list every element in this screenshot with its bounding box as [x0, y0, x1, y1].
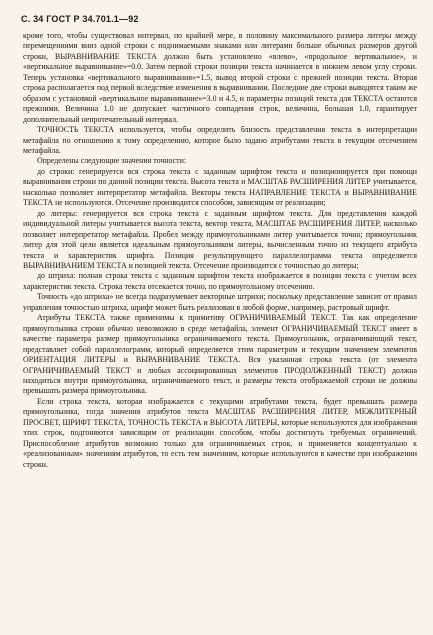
paragraph: до литеры: генерируется вся строка текста с заданным шрифтом текста. Для представления каждой индивидуальной литеры учитывается высота текста, вектор текста, МАСШТАБ РАСШИРЕНИЯ ЛИТЕР, насколько позволяет интерпретатор метафайла. Пробел между прямоугольниками литер учитывается точно; прямоугольник литер для этой цели является идеальным прямоугольником литеры, вычисленным точно из текущего атрибута текста и характеристик шрифта. Позиция результирующего параллелограмма текста определяется ВЫРАВНИВАНИЕМ ТЕКСТА и позицией текста. Отсечение производится с точностью до литеры;: [23, 208, 417, 270]
body-text: [23, 31, 417, 470]
paragraph: до штриха: полная строка текста с заданным шрифтом текста изображается в позиции текста с учетом всех характеристик текста. Строка текста отсекается точно, по прямоугольному отсечению.: [23, 271, 417, 291]
paragraph: Если строка текста, которая изображается с текущими атрибутами текста, будет превышать размера прямоугольника, тогда значения атрибутов текста МАСШТАБ РАСШИРЕНИЯ ЛИТЕР, МЕЖЛИТЕРНЫЙ ПРОСВЕТ, ШРИФТ ТЕКСТА, ТОЧНОСТЬ ТЕКСТА и ВЫСОТА ЛИТЕРЫ, которые используются для изображения этих строк, подгоняются зависящим от реализации способом, чтобы достигнуть требуемых ограничений. Приспособление атрибутов возможно только для ограничиваемых строк, и применяется концептуально к «реализованным» значениям атрибутов, то есть тем значениям, которые используются в качестве при изображении строки.: [23, 396, 417, 469]
paragraph: кроме того, чтобы существовал интервал, по крайней мере, в половину максимального размера литеры между перемещениями вниз одной строки с поднимаемыми знаками или литерами больше обычных размеров другой строки, ВЫРАВНИВАНИЕ ТЕКСТА должно быть установлено «влево», «продольное вертикальное», и «вертикальное выравнивание»=0.0. Затем первой строки позиции текста начинается в нижнем левом углу строки. Теперь установка «вертикального выравнивания»=1.5, вывод второй строки с прежней позиции текста. Вторая строка располагается под первой вследствие изменения в выравнивании. Последние две строки выводятся таким же образом с установкой «вертикальное выравнивание»=3.0 и 4.5, и параметры позиций текста для ТЕКСТА остаются прежними. Величина 1.0 не допускает частичного совпадения строк, величина, большая 1.0, гарантирует дополнительный непротечательный интервал.: [23, 31, 417, 124]
page-header: С. 34 ГОСТ Р 34.701.1—92: [21, 14, 139, 24]
paragraph: Точность «до штриха» не всегда подразумевает векторные штрихи; поскольку представление зависит от правил управления точностью штриха, шрифт может быть реализован в любой форме, например, растровый шрифт.: [23, 292, 417, 312]
paragraph: до строки: генерируется вся строка текста с заданным шрифтом текста и позиционируется при помощи выравнивания строки по данной позиции текста. Высота текста и МАСШТАБ РАСШИРЕНИЯ ЛИТЕР учитывается, насколько позволяет интерпретатор метафайла. Векторы текста НАПРАВЛЕНИЕ ТЕКСТА и ВЫРАВНИВАНИЕ ТЕКСТА не используются. Отсечение производится способом, зависящим от реализации;: [23, 166, 417, 208]
paragraph: Определены следующие значения точности:: [37, 156, 187, 166]
paragraph: Атрибуты ТЕКСТА также применимы к примитиву ОГРАНИЧИВАЕМЫЙ ТЕКСТ. Так как определение прямоугольника строки обычно невозможно в среде метафайла, элемент ОГРАНИЧИВАЕМЫЙ ТЕКСТ имеет в качестве параметра размер прямоугольника ограничиваемого текста. Прямоугольник, ограничивающий текст, представляет собой параллелограмм, который определяется этим параметром и текущим значением элементов ОРИЕНТАЦИЯ ЛИТЕРЫ и ВЫРАВНИВАНИЕ ТЕКСТА. Вся указанная строка текста (от элемента ОГРАНИЧИВАЕМЫЙ ТЕКСТ и любых ассоциированных элементов ПРОДОЛЖЕННЫЙ ТЕКСТ) должна находиться внутри прямоугольника, ограничиваемого текст, и размеры текста отображаемой строки не должны превышать размера прямоугольника.: [23, 313, 417, 396]
paragraph: ТОЧНОСТЬ ТЕКСТА используется, чтобы определить близость представления текста в интерпретации метафайла по отношению к тому определению, которое было задано атрибутами текста в текущим отсечением метафайла.: [23, 125, 417, 155]
